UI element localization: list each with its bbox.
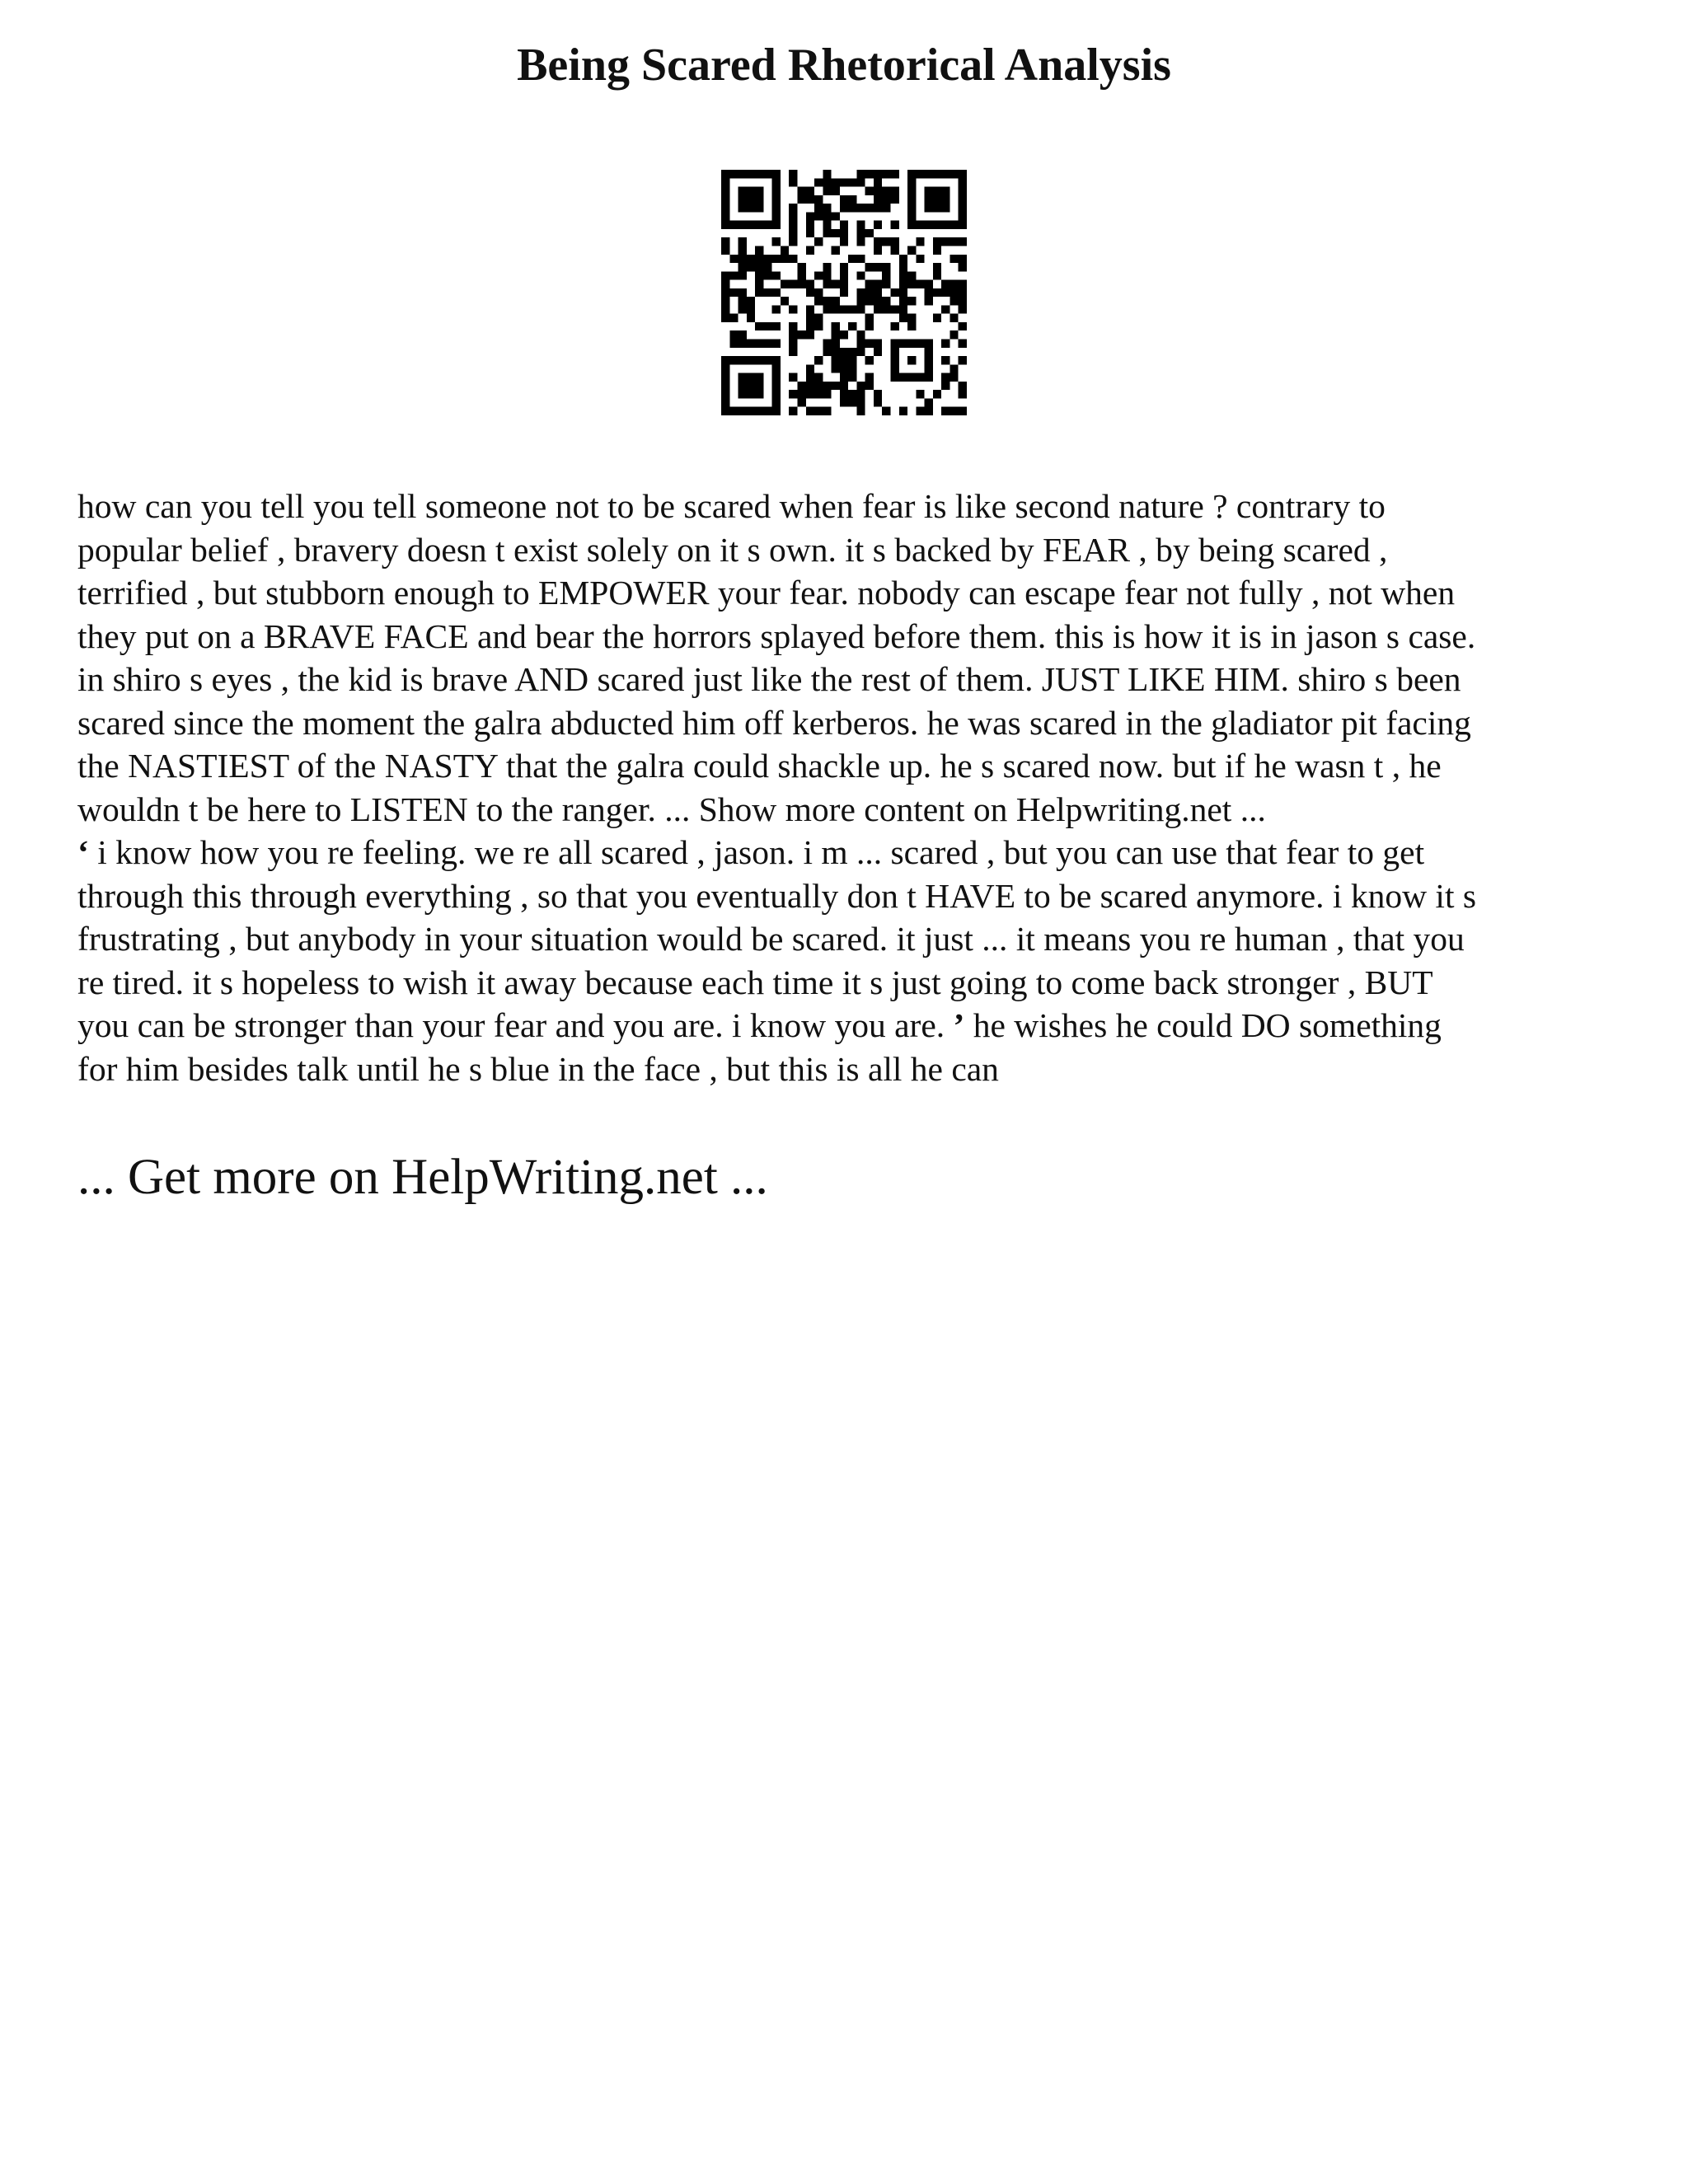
body-text	[77, 485, 1627, 1090]
page-title: Being Scared Rhetorical Analysis	[517, 40, 1171, 91]
body-paragraph: how can you tell you tell someone not to be scared when fear is like second nature ? contrary to popular belief , bravery doesn t exist solely on it s own. it s backed by FEAR , by being scared , terrified , but stubborn enough to EMPOWER your fear. nobody can escape fear not fully , not when they put on a BRAVE FACE and bear the horrors splayed before them. this is how it is in jason s case. in shiro s eyes , the kid is brave AND scared just like the rest of them. JUST LIKE HIM. shiro s been scared since the moment the galra abducted him off kerberos. he was scared in the gladiator pit facing the NASTIEST of the NASTY that the galra could shackle up. he s scared now. but if he wasn t , he wouldn t be here to LISTEN to the ranger. ... Show more content on Helpwriting.net ...	[77, 487, 1476, 828]
quote-text: i know how you re feeling. we re all scared , jason. i m ... scared , but you can use that fear to get through this through everything , so that you eventually don t HAVE to be scared anymore. i know it s frustrating , but anybody in your situation would be scared. it just ... it means you re human , that you re tired. it s hopeless to wish it away because each time it s just going to come back stronger , BUT you can be stronger than your fear and you are. i know you are.	[77, 833, 1477, 1044]
quote-trailing-text: he wishes he could DO something for him besides talk until he s blue in the face , but this is all he can	[77, 1006, 1442, 1088]
qr-code-icon	[721, 170, 967, 415]
get-more-link[interactable]: ... Get more on HelpWriting.net ...	[77, 1150, 768, 1205]
close-quote-mark: ’	[953, 1006, 965, 1044]
quote-paragraph	[77, 831, 1627, 1090]
open-quote-mark: ‘	[77, 833, 89, 871]
